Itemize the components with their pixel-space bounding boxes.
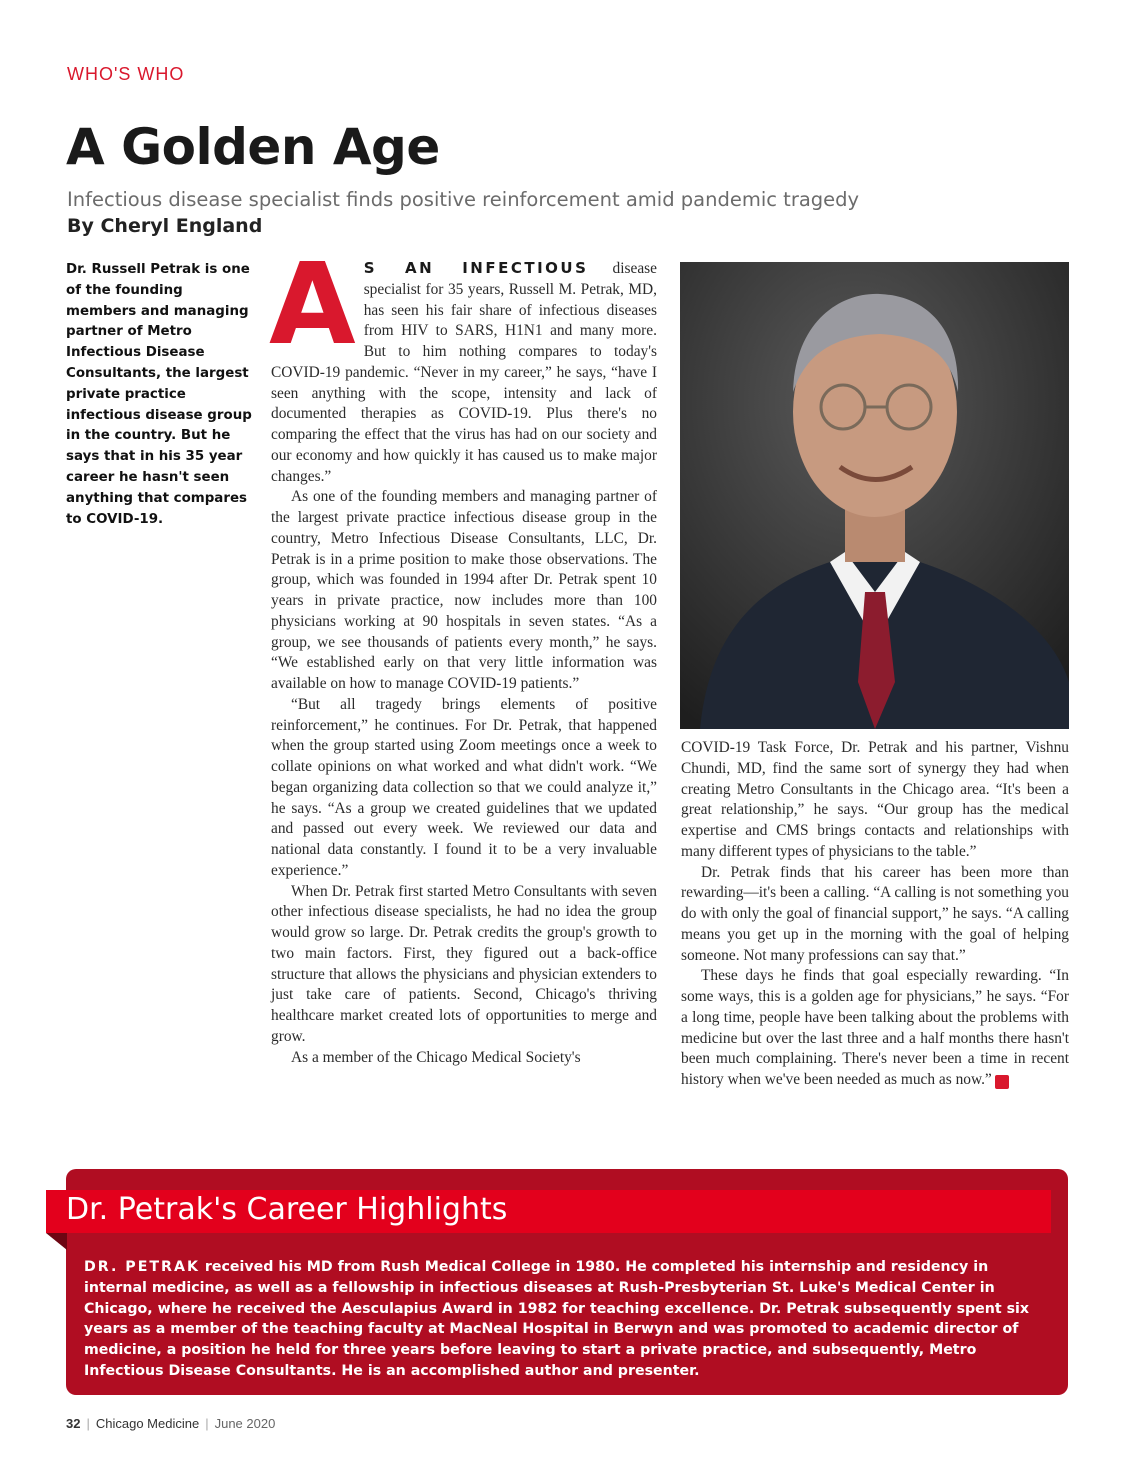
end-mark-icon: C [995,1075,1009,1089]
career-highlights-title: Dr. Petrak's Career Highlights [66,1192,508,1227]
issue-date: June 2020 [214,1416,276,1431]
banner-fold [46,1233,67,1250]
footer-separator: | [205,1416,209,1431]
paragraph-text: disease specialist for 35 years, Russell M. Petrak, MD, has seen his fair share of infectious diseases from HIV to SARS, H1N1 and many more. But to him nothing compares to today's COVID-19 pandemic. “Never in my career,” he says, “have I seen anything with the scope, intensity and lack of documented therapies as COVID-19. Plus there's no comparing the effect that the virus has had on our society and our economy and how quickly it has caused us to make major changes.” [271,260,657,485]
article-paragraph-5-cont: COVID-19 Task Force, Dr. Petrak and his partner, Vishnu Chundi, MD, find the same sort of synergy they had when creating Metro Consultants in the Chicago area. “It's been a great relationship,” he says. “Our group has the medical expertise and CMS brings contacts and relationships with many different types of physicians to the table.” [681,739,1069,860]
drop-cap: A [269,240,356,370]
portrait-photo [680,262,1069,729]
article-paragraph-7 [681,966,1069,1091]
article-paragraph-5-start: As a member of the Chicago Medical Society's [291,1048,581,1066]
article-column-middle [269,240,657,1068]
footer-separator: | [86,1416,90,1431]
article-subtitle: Infectious disease specialist finds positive reinforcement amid pandemic tragedy [67,188,860,211]
article-title: A Golden Age [66,118,440,176]
publication-name: Chicago Medicine [95,1416,200,1431]
article-column-right [681,738,1069,1091]
article-paragraph-3: “But all tragedy brings elements of positive reinforcement,” he continues. For Dr. Petrak, that happened when the group started using Zoom meetings once a week to collate opinions on what worked and what didn't work. “We began organizing data collection so that we could analyze it,” he says. “As a group we created guidelines that we updated and passed out every week. We reviewed our data and national data constantly. I found it to be a very invaluable experience.” [271,695,657,879]
article-paragraph-1 [269,240,657,487]
article-paragraph-4: When Dr. Petrak first started Metro Consultants with seven other infectious disease specialists, he had no idea the group would grow so large. Dr. Petrak credits the group's growth to two main factors. First, they figured out a back-office structure that allows the physicians and physician extenders to just take care of patients. Second, Chicago's thriving healthcare market created lots of opportunities to merge and grow. [271,882,657,1045]
career-highlights-text [84,1257,1044,1382]
lead-in: S AN INFECTIOUS [363,259,589,277]
pull-quote: Dr. Russell Petrak is one of the founding members and managing partner of Metro Infectious Disease Consultants, the largest private practice infectious disease group in the country. But he says that in his 35 year career he hasn't seen anything that compares to COVID-19. [66,262,252,527]
page-footer [66,1416,275,1431]
paragraph-text: These days he finds that goal especially rewarding. “In some ways, this is a golden age for physicians,” he says. “For a long time, people have been talking about the problems with medicine but over the last three and a half months there hasn't been much complaining. There's never been a time in recent history when we've been needed as much as now.” [681,967,1069,1088]
article-paragraph-6: Dr. Petrak finds that his career has been more than rewarding—it's been a calling. “A calling is not something you do with only the goal of financial support,” he says. “A calling means you get up in the morning with the goal of helping someone. Not many professions can say that.” [681,863,1069,964]
byline: By Cheryl England [67,215,263,237]
article-paragraph-2: As one of the founding members and managing partner of the largest private practice infectious disease group in the country, Metro Infectious Disease Consultants, LLC, Dr. Petrak is in a prime position to make those observations. The group, which was founded in 1994 after Dr. Petrak spent 10 years in private practice, now includes more than 100 physicians working at 90 hospitals in seven states. “As a group, we see thousands of patients every month,” he says. “We established early on that very little information was available on how to manage COVID-19 patients.” [271,488,657,692]
highlights-body: received his MD from Rush Medical College in 1980. He completed his internship and residency in internal medicine, as well as a fellowship in infectious diseases at Rush-Presbyterian St. Luke's Medical Center in Chicago, where he received the Aesculapius Award in 1982 for teaching excellence. Dr. Petrak subsequently spent six years as a member of the teaching faculty at MacNeal Hospital in Berwyn and was promoted to academic director of medicine, a position he held for three years before leaving to start a private practice, and subsequently, Metro Infectious Disease Consultants. He is an accomplished author and presenter. [84,1259,1030,1379]
section-kicker: WHO'S WHO [67,64,185,84]
page-number: 32 [66,1416,81,1431]
highlights-lead: DR. PETRAK [84,1259,200,1275]
